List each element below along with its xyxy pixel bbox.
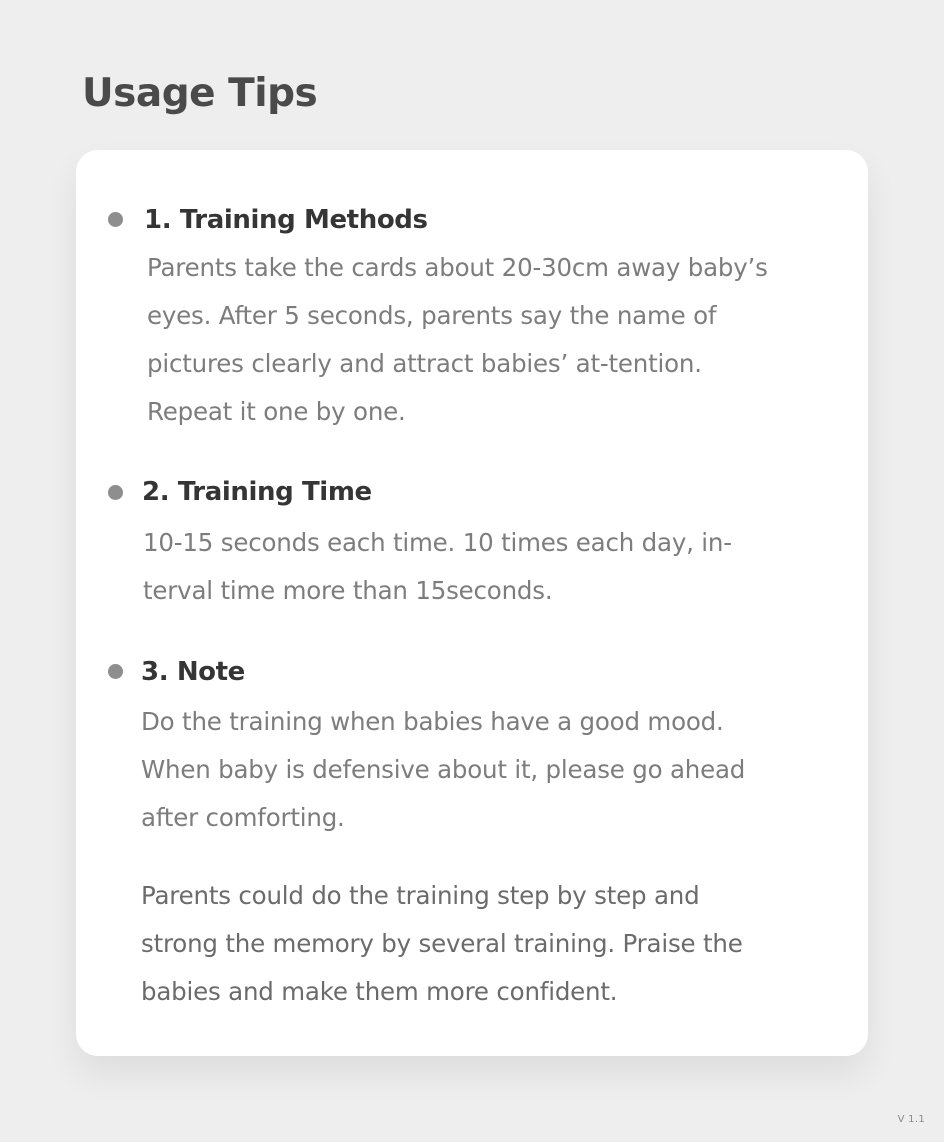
tips-card (76, 150, 868, 1056)
section-heading: 3. Note (141, 657, 245, 687)
section-body: Parents take the cards about 20-30cm away baby’s eyes. After 5 seconds, parents say the name of pictures clearly and attract babies’ at-tention. Repeat it one by one. (147, 253, 768, 426)
bullet-icon (108, 485, 123, 500)
section-heading: 1. Training Methods (144, 205, 428, 235)
page-title: Usage Tips (82, 71, 318, 116)
section-body: Do the training when babies have a good mood. When baby is defensive about it, please go ahead after comforting. (141, 707, 746, 832)
bullet-icon (108, 664, 123, 679)
section-body: 10-15 seconds each time. 10 times each day, in-terval time more than 15seconds. (143, 528, 732, 605)
version-label: V 1.1 (897, 1114, 925, 1125)
bullet-icon (108, 212, 123, 227)
closing-paragraph: Parents could do the training step by step and strong the memory by several training. Praise the babies and make them more confident. (141, 881, 743, 1006)
section-heading: 2. Training Time (142, 477, 372, 507)
